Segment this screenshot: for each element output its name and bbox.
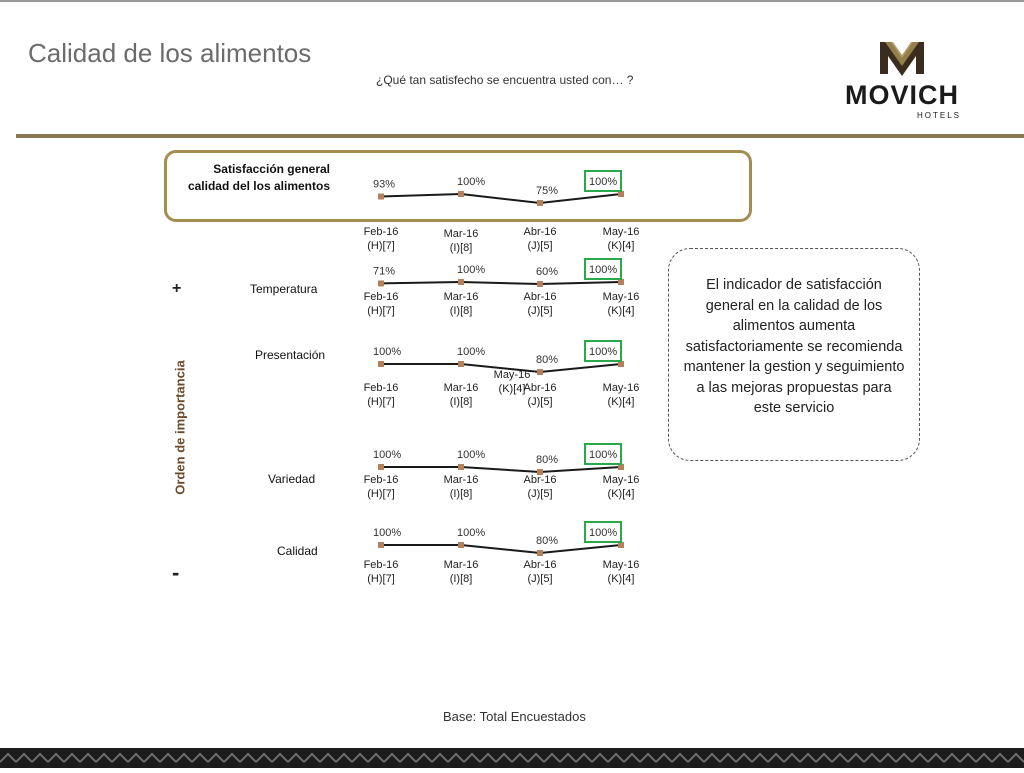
- insight-callout: El indicador de satisfacción general en la calidad de los alimentos aumenta satisfactoriamente se recomienda mantener la gestion y seguimiento a las mejoras propuestas para este servicio: [668, 248, 920, 461]
- data-label: 80%: [536, 454, 559, 466]
- data-label: 80%: [536, 354, 559, 366]
- data-label: 100%: [457, 346, 486, 358]
- category-label: (I)[8]: [449, 396, 473, 408]
- importance-plus: +: [172, 280, 182, 297]
- category-label: (I)[8]: [449, 242, 473, 254]
- data-label: 100%: [457, 176, 486, 188]
- svg-text:MOVICH: MOVICH: [845, 80, 959, 110]
- data-label: 100%: [589, 346, 618, 358]
- data-label: 100%: [589, 264, 618, 276]
- page-title: Calidad de los alimentos: [28, 38, 312, 68]
- category-label: Abr-16: [523, 559, 557, 571]
- overlap-category-label: (K)[4]: [498, 383, 526, 395]
- data-label: 100%: [589, 176, 618, 188]
- data-point: [537, 200, 543, 206]
- category-label: (K)[4]: [607, 396, 635, 408]
- category-label: Feb-16: [363, 559, 399, 571]
- data-point: [537, 550, 543, 556]
- row-label-calidad: Calidad: [277, 544, 318, 558]
- data-label: 100%: [589, 527, 618, 539]
- category-label: (K)[4]: [607, 240, 635, 252]
- category-label: (H)[7]: [367, 305, 395, 317]
- category-label: (H)[7]: [367, 573, 395, 585]
- data-point: [378, 361, 384, 367]
- data-point: [537, 281, 543, 287]
- page-subtitle: ¿Qué tan satisfecho se encuentra usted con… ?: [376, 73, 634, 87]
- category-label: (H)[7]: [367, 240, 395, 252]
- data-label: 100%: [457, 449, 486, 461]
- data-label: 100%: [373, 527, 402, 539]
- category-label: May-16: [602, 226, 640, 238]
- category-label: Mar-16: [443, 559, 479, 571]
- footer-band: [0, 748, 1024, 768]
- category-label: (J)[5]: [527, 240, 553, 252]
- category-label: (K)[4]: [607, 305, 635, 317]
- category-label: (K)[4]: [607, 573, 635, 585]
- data-label: 75%: [536, 185, 559, 197]
- data-point: [458, 191, 464, 197]
- data-label: 100%: [457, 264, 486, 276]
- category-label: Feb-16: [363, 474, 399, 486]
- category-label: Mar-16: [443, 291, 479, 303]
- data-label: 100%: [373, 346, 402, 358]
- category-label: (H)[7]: [367, 488, 395, 500]
- category-label: Mar-16: [443, 474, 479, 486]
- importance-axis-title: Orden de importancia: [172, 360, 188, 495]
- category-label: (J)[5]: [527, 305, 553, 317]
- category-label: (I)[8]: [449, 305, 473, 317]
- data-label: 100%: [457, 527, 486, 539]
- data-point: [378, 542, 384, 548]
- category-label: Abr-16: [523, 474, 557, 486]
- data-label: 60%: [536, 266, 559, 278]
- data-label: 80%: [536, 535, 559, 547]
- row-label-variedad: Variedad: [268, 472, 316, 486]
- data-label: 93%: [373, 178, 396, 191]
- category-label: May-16: [602, 474, 640, 486]
- category-label: Mar-16: [443, 382, 479, 394]
- data-point: [458, 361, 464, 367]
- row-label-temperatura: Temperatura: [250, 282, 318, 296]
- category-label: Feb-16: [363, 226, 399, 238]
- category-label: May-16: [602, 291, 640, 303]
- data-point: [378, 464, 384, 470]
- data-point: [458, 279, 464, 285]
- overall-row-label: Satisfacción general calidad del los alimentos: [187, 162, 330, 193]
- data-point: [378, 280, 384, 286]
- category-label: Feb-16: [363, 291, 399, 303]
- category-label: (J)[5]: [527, 488, 553, 500]
- category-label: (I)[8]: [449, 573, 473, 585]
- category-label: (I)[8]: [449, 488, 473, 500]
- category-label: Abr-16: [523, 291, 557, 303]
- category-label: May-16: [602, 559, 640, 571]
- category-label: (J)[5]: [527, 573, 553, 585]
- base-note: Base: Total Encuestados: [443, 709, 586, 724]
- data-point: [458, 464, 464, 470]
- data-point: [458, 542, 464, 548]
- category-label: Abr-16: [523, 226, 557, 238]
- category-label: Mar-16: [443, 228, 479, 240]
- svg-text:HOTELS: HOTELS: [916, 111, 962, 120]
- data-point: [537, 369, 543, 375]
- category-label: Abr-16: [523, 382, 557, 394]
- importance-minus: -: [172, 560, 180, 585]
- category-label: (K)[4]: [607, 488, 635, 500]
- footer-pattern: [0, 748, 1024, 768]
- category-label: May-16: [602, 382, 640, 394]
- data-point: [378, 194, 384, 200]
- series-line: [381, 545, 621, 553]
- data-label: 100%: [589, 449, 618, 461]
- series-line: [381, 467, 621, 472]
- data-label: 100%: [373, 449, 402, 461]
- category-label: (J)[5]: [527, 396, 553, 408]
- row-label-presentacion: Presentación: [255, 348, 326, 362]
- category-label: Feb-16: [363, 382, 399, 394]
- data-label: 71%: [373, 265, 396, 278]
- series-line: [381, 282, 621, 284]
- category-label: (H)[7]: [367, 396, 395, 408]
- series-line: [381, 194, 621, 203]
- overlap-category-label: May-16: [493, 369, 531, 381]
